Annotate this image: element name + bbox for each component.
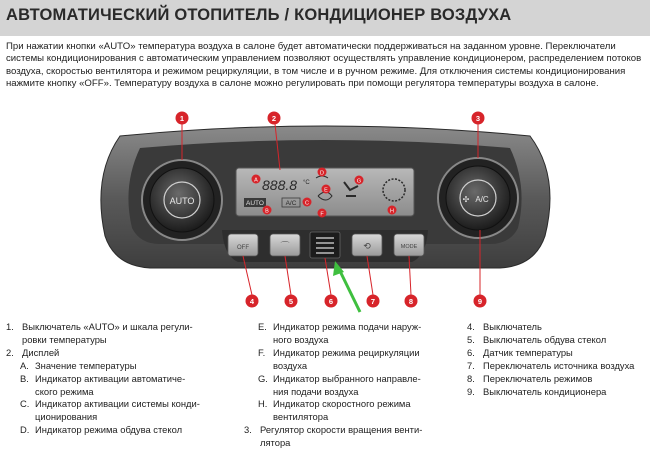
legend-item-number: 2. [6, 346, 14, 358]
legend-item [244, 373, 454, 386]
legend-item-text: ционирования [35, 411, 98, 423]
legend-item-text: ского режима [35, 385, 94, 397]
legend-item-text: Индикатор активации автоматиче- [35, 372, 186, 384]
legend-item-text: вентилятора [273, 411, 329, 423]
callout-d-label: D [320, 170, 324, 177]
page-header [0, 0, 650, 36]
lcd-ac: A/C [285, 200, 297, 207]
callout-9-label: 9 [477, 297, 483, 306]
legend-item [467, 360, 647, 373]
legend-item-number: 7. [467, 359, 475, 371]
legend-column-1 [6, 321, 221, 437]
callout-a-label: A [254, 177, 258, 184]
callout-g-label: G [356, 178, 362, 185]
legend-item [6, 424, 221, 437]
legend-item-text: Значение температуры [35, 359, 137, 371]
callout-2-label: 2 [271, 114, 277, 123]
legend-item-number: F. [258, 346, 266, 358]
temperature-sensor-grille [310, 232, 340, 258]
callout-b-label: B [265, 208, 269, 215]
callout-h-label: H [390, 208, 394, 215]
intro-paragraph: При нажатии кнопки «AUTO» температура воздуха в салоне будет автоматически поддерживаться на заданном уровне. Переключатели системы кондиционирования с автоматическим управлением позволяют осуществлять управление кондиционером, распределением потоков воздуха, скоростью вентилятора и режимом рециркуляции, в том числе и в ручном режиме. Для отключения системы кондиционирования нажмите кнопку «OFF». Температуру воздуха в салоне можно регулировать при помощи регулятора температуры воздуха в салоне. [6, 41, 642, 90]
legend-item [6, 386, 221, 399]
legend-item-text: Датчик температуры [483, 346, 573, 358]
legend-column-2 [244, 321, 454, 450]
callout-6-label: 6 [328, 297, 334, 306]
callout-7-label: 7 [370, 297, 376, 306]
legend-item [467, 334, 647, 347]
callout-e-label: E [324, 187, 328, 194]
climate-panel-illustration [0, 96, 650, 320]
fan-icon: ✣ [462, 195, 470, 204]
legend-item [6, 360, 221, 373]
legend-item-text: Выключатель [483, 321, 542, 332]
legend-item-text: ния подачи воздуха [273, 385, 359, 397]
legend-item [6, 373, 221, 386]
legend-item-number: G. [258, 372, 268, 384]
legend-item [244, 321, 454, 334]
legend-item [6, 321, 221, 334]
sensor-arrow [333, 261, 360, 312]
legend-item [6, 347, 221, 360]
legend-item-text: лятора [260, 437, 291, 449]
legend-item-text: Индикатор скоростного режима [273, 398, 411, 410]
legend-item-text: воздуха [273, 359, 308, 371]
legend-item-number: 3. [244, 424, 252, 436]
legend-item [467, 347, 647, 360]
callout-8-label: 8 [408, 297, 414, 306]
legend-item [6, 411, 221, 424]
legend-item [244, 398, 454, 411]
ac-knob-label: A/C [475, 195, 489, 204]
legend-item-number: A. [20, 359, 29, 371]
legend-item-number: H. [258, 398, 268, 410]
lcd-unit: °C [303, 180, 310, 186]
callout-c-label: C [305, 200, 309, 207]
defrost-icon: ⌒ [280, 241, 290, 251]
legend-item [244, 411, 454, 424]
legend-item-number: 8. [467, 372, 475, 384]
auto-knob-label: AUTO [169, 196, 195, 206]
lcd-temperature: 888.8 [262, 177, 298, 193]
legend-item [244, 386, 454, 399]
legend-item-text: Индикатор активации системы конди- [35, 398, 200, 410]
legend-item-number: E. [258, 321, 267, 332]
callout-1-label: 1 [179, 114, 185, 123]
off-button-label: OFF [237, 245, 249, 251]
legend-item [244, 334, 454, 347]
legend-item [244, 347, 454, 360]
mode-button-label: MODE [400, 244, 418, 250]
page-title: АВТОМАТИЧЕСКИЙ ОТОПИТЕЛЬ / КОНДИЦИОНЕР ВОЗДУХА [6, 6, 512, 24]
legend-item-text: Индикатор выбранного направле- [273, 372, 421, 384]
legend-item-number: D. [20, 424, 30, 436]
legend-item [244, 360, 454, 373]
callout-5-label: 5 [288, 297, 294, 306]
legend-item-number: 1. [6, 321, 14, 332]
legend-item-number: 9. [467, 385, 475, 397]
callout-f-label: F [320, 211, 324, 218]
legend-item [467, 321, 647, 334]
legend-item-text: Индикатор режима рециркуляции [273, 346, 420, 358]
legend-item-text: ного воздуха [273, 333, 329, 345]
legend-item [244, 437, 454, 450]
legend-column-3 [467, 321, 647, 398]
legend-item [6, 398, 221, 411]
callout-4-label: 4 [249, 297, 255, 306]
legend-item-number: 5. [467, 333, 475, 345]
legend-item [6, 334, 221, 347]
legend-item-number: 6. [467, 346, 475, 358]
legend-item-text: Индикатор режима обдува стекол [35, 424, 183, 436]
legend-item-text: Регулятор скорости вращения венти- [260, 424, 423, 436]
legend-item-text: Переключатель режимов [483, 372, 593, 384]
legend-item [244, 424, 454, 437]
legend-item [467, 386, 647, 399]
legend-item [467, 373, 647, 386]
legend-item-text: Выключатель обдува стекол [483, 333, 607, 345]
legend-item-text: Индикатор режима подачи наруж- [273, 321, 422, 332]
legend-item-text: Дисплей [22, 346, 60, 358]
legend-item-text: Переключатель источника воздуха [483, 359, 635, 371]
legend-item-number: B. [20, 372, 29, 384]
legend-item-text: Выключатель кондиционера [483, 385, 607, 397]
recirculation-icon: ⟲ [363, 241, 371, 251]
callout-3-label: 3 [475, 114, 481, 123]
legend-item-number: 4. [467, 321, 475, 332]
legend-item-text: Выключатель «AUTO» и шкала регули- [22, 321, 193, 332]
legend-item-number: C. [20, 398, 30, 410]
lcd-auto: AUTO [246, 200, 264, 207]
legend-item-text: ровки температуры [22, 333, 107, 345]
